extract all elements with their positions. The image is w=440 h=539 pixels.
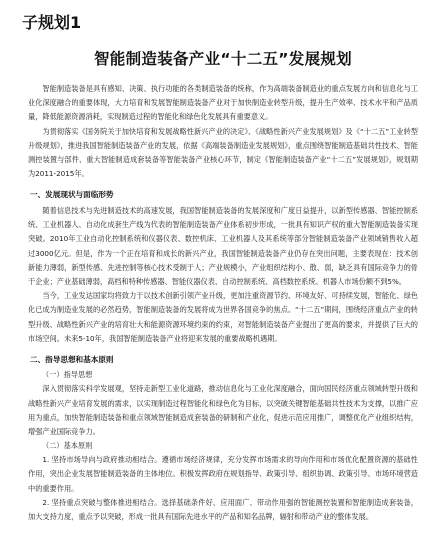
- section-heading: 二、指导思想和基本原则: [30, 354, 114, 364]
- intro-paragraph: 智能制造装备是具有感知、决策、执行功能的各类制造装备的统称，作为高端装备制造业的重点发展方向和信息化与工业化深度融合的重要体现，大力培育和发展智能制造装备产业对于加快制造业转型升级，提升生产效率、技术水平和产品质量，降低能源资源消耗，实现制造过程的智能化和绿色化发展具有重要意义。: [28, 84, 418, 122]
- section-paragraph: 深入贯彻落实科学发展观，坚持走新型工业化道路，推动信息化与工业化深度融合，面向国民经济重点领域转型升级和战略性新兴产业培育发展的需求，以实现制造过程智能化和绿色化为目标，以突破关键智能基础共性技术为支撑，以推广应用为重点，加快智能制造装备和重点领域智能制造成套装备的研制和产业化，促进示范应用推广，调整优化产业组织结构，增强产业国际竞争力。: [28, 384, 418, 437]
- subsection-heading: （二）基本原则: [42, 441, 93, 451]
- principle-paragraph: 1. 坚持市场导向与政府推动相结合。遵循市场经济规律，充分发挥市场需求的导向作用和市场优化配置资源的基础性作用，突出企业发展智能制造装备的主体地位。积极发挥政府在规划指导、政策引导、组织协调、政策引导、市场环境营造中的重要作用。: [28, 455, 418, 493]
- principle-paragraph: 2. 坚持重点突破与整体推进相结合。选择基础条件好、应用面广、带动作用强的智能测控装置和智能制造成套装备，加大支持力度，重点予以突破，形成一批具有国际先进水平的产品和知名品牌，辐射和带动产业的整体发展。: [28, 497, 418, 522]
- section-paragraph: 当今，工业发达国家均将致力于以技术创新引领产业升级，更加注重资源节约、环境友好、可持续发展，智能化、绿色化已成为制造业发展的必然趋势，智能制造装备的发展将成为世界各国竞争的焦点。“十二五”期间，围绕经济重点产业的转型升级、战略性新兴产业的培育壮大和能源资源环境约束的约束，对智能制造装备产业提出了更高的要求，并提供了巨大的市场空间。未来5-10年，我国智能制造装备产业将迎来发展的重要战略机遇期。: [28, 291, 418, 343]
- document-title: 智能制造装备产业“十二五”发展规划: [94, 50, 352, 68]
- section-heading: 一、发展现状与面临形势: [30, 190, 114, 200]
- plan-header: 子规划1: [22, 13, 82, 32]
- intro-paragraph: 为贯彻落实《国务院关于加快培育和发展战略性新兴产业的决定》、《战略性新兴产业发展规划》及《“十二五”工业转型升级规划》，推进我国智能制造装备产业的发展，依据《高端装备制造业发展规划》，重点围绕智能制造基础共性技术、智能测控装置与部件、重大智能制造成套装备等智能装备产业核心环节，制定《智能制造装备产业“十二五”发展规划》，规划期为2011-2015年。: [28, 126, 418, 179]
- subsection-heading: （一）指导思想: [42, 370, 93, 380]
- section-paragraph: 随着信息技术与先进制造技术的高速发展，我国智能制造装备的发展深度和广度日益提升，以新型传感器、智能控制系统、工业机器人、自动化成套生产线为代表的智能制造装备产业体系初步形成，一批具有知识产权的重大智能制造装备实现突破。2010年工业自动化控制系统和仪器仪表、数控机床、工业机器人及其系统等部分智能制造装备产业领域销售收入超过3000亿元。但是，作为一个正在培育和成长的新兴产业，我国智能制造装备产业仍存在突出问题，主要表现在：技术创新能力薄弱，新型传感、先进控制等核心技术受制于人；产业规模小，产业组织结构小、散、弱，缺乏具有国际竞争力的骨干企业；产业基础薄弱，高档和特种传感器、智能仪器仪表、自动控制系统、高档数控系统、机器人市场份额不到5%。: [28, 205, 418, 286]
